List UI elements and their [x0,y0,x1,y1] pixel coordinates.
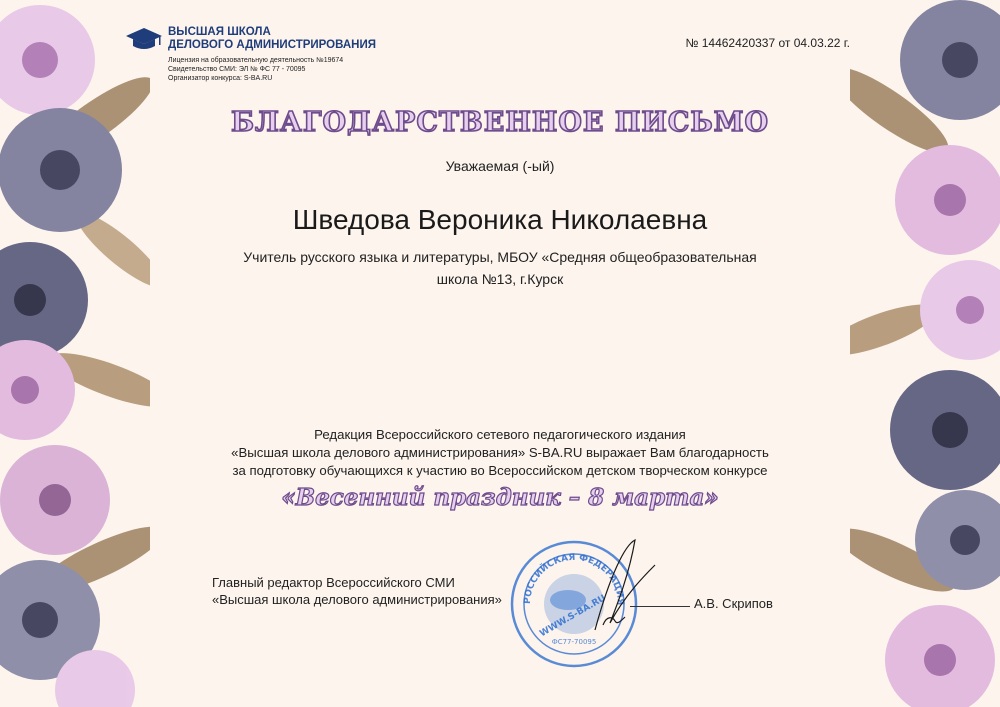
organizer-text: Организатор конкурса: S-BA.RU [168,75,273,82]
media-certificate-text: Свидетельство СМИ: ЭЛ № ФС 77 - 70095 [168,66,306,73]
contest-name: «Весенний праздник – 8 марта» [281,484,719,511]
document-title: БЛАГОДАРСТВЕННОЕ ПИСЬМО [230,107,770,138]
recipient-position-line1: Учитель русского языка и литературы, МБОУ «Средняя общеобразовательная [243,249,757,265]
signer-role [212,574,502,608]
body-line1: Редакция Всероссийского сетевого педагогического издания [314,427,686,442]
signer-name: А.В. Скрипов [694,596,773,611]
signer-role-line2: «Высшая школа делового администрирования» [212,592,502,607]
recipient-position [200,246,800,290]
license-text: Лицензия на образовательную деятельность №19674 [168,57,344,64]
signature-line [630,606,690,607]
organization-credentials [168,56,343,83]
signer-role-line1: Главный редактор Всероссийского СМИ [212,575,455,590]
document-number: № 14462420337 от 04.03.22 г. [685,36,850,50]
graduation-cap-icon [125,26,163,52]
stamp-arc-text: РОССИЙСКАЯ ФЕДЕРАЦИЯ [522,552,626,606]
stamp-center-text: WWW.S-BA.RU [538,593,608,640]
handwritten-signature [555,535,665,635]
recipient-name: Шведова Вероника Николаевна [292,204,708,235]
recipient-position-line2: школа №13, г.Курск [436,271,564,287]
stamp-number-text: ФС77-70095 [551,638,597,646]
letter-body [150,426,850,480]
organization-name-line2: ДЕЛОВОГО АДМИНИСТРИРОВАНИЯ [168,39,377,51]
body-line2: «Высшая школа делового администрирования» S-BA.RU выражает Вам благодарность [231,445,769,460]
greeting: Уважаемая (-ый) [445,158,555,174]
organization-name-line1: ВЫСШАЯ ШКОЛА [168,26,271,38]
body-line3: за подготовку обучающихся к участию во Всероссийском детском творческом конкурсе [232,463,768,478]
organization-name [168,26,376,52]
